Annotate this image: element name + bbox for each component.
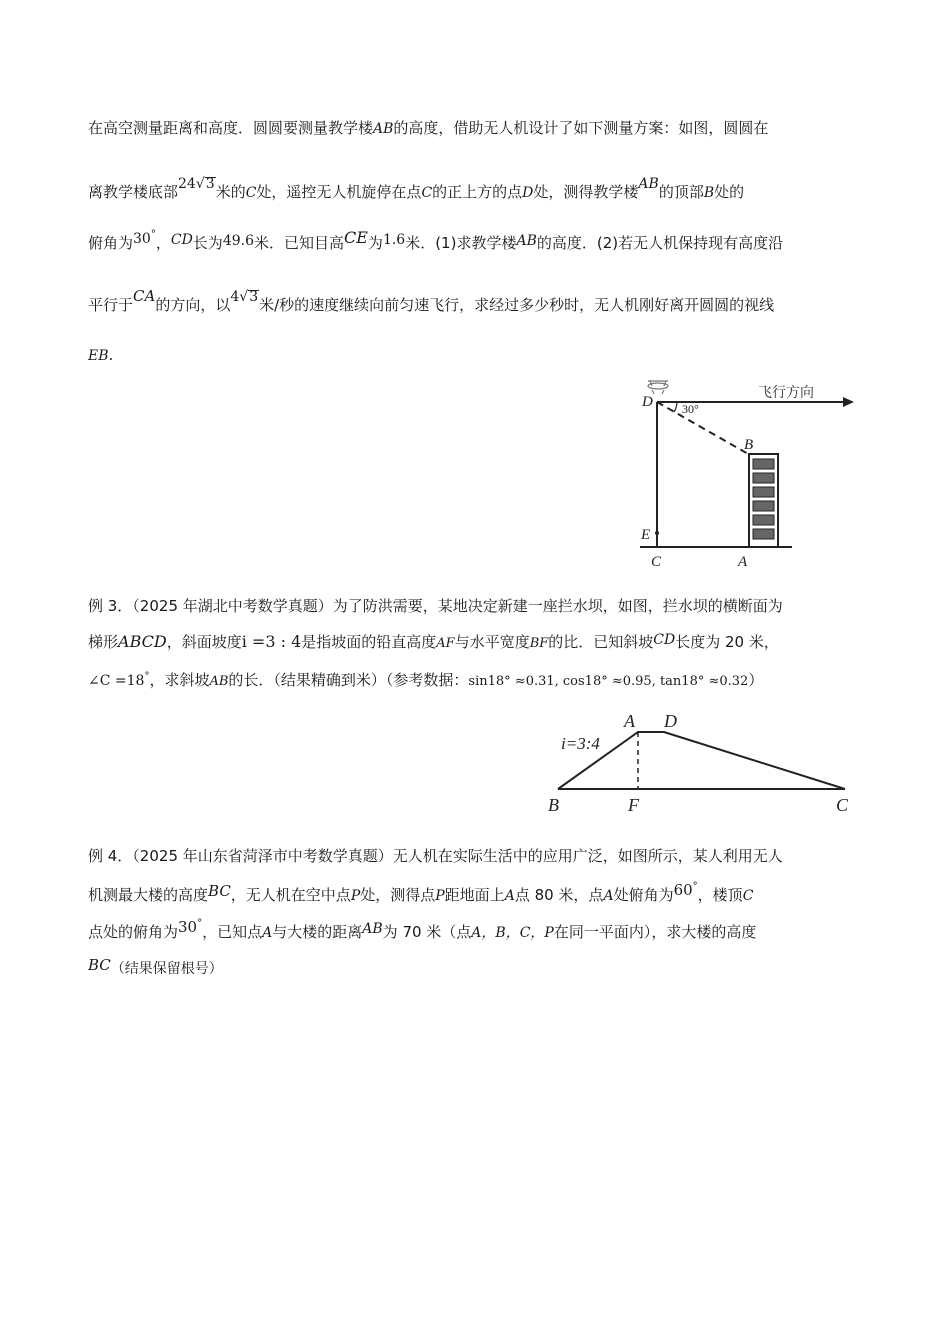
slope-ratio: i =3 : 4 <box>241 632 302 651</box>
ex2-line-2: 离教学楼底部24√3米的C处，遥控无人机旋停在点C的正上方的点D处，测得教学楼AB的顶部B处的 <box>88 176 745 201</box>
label-c: C <box>836 795 849 815</box>
label-c: C <box>651 554 662 570</box>
dam-trapezoid-figure <box>540 705 860 820</box>
angle-30-label: 30° <box>682 402 699 416</box>
building-ab <box>749 454 778 547</box>
drone-building-figure <box>630 375 870 575</box>
ex2-line-1: 在高空测量距离和高度．圆圆要测量教学楼AB的高度，借助无人机设计了如下测量方案：如图，圆圆在 <box>88 119 769 137</box>
ex4-line-3: 点处的俯角为30°，已知点A与大楼的距离AB为 70 米（点A，B，C，P在同一平面内），求大楼的高度 <box>88 918 757 941</box>
slope-label: i=3:4 <box>561 734 600 753</box>
label-f: F <box>628 795 639 815</box>
dam-outline <box>558 732 845 789</box>
label-e: E <box>641 527 651 543</box>
ex3-line-2: 梯形ABCD，斜面坡度i =3 : 4是指坡面的铅直高度AF与水平宽度BF的比．已知斜坡CD长度为 20 米， <box>88 632 779 651</box>
speed-value: 4√3 <box>230 289 259 305</box>
label-a: A <box>624 711 635 731</box>
label-b: B <box>744 437 754 453</box>
ex2-line-4: 平行于CA的方向，以4√3米/秒的速度继续向前匀速飞行，求经过多少秒时，无人机刚好离开圆圆的视线 <box>88 287 775 314</box>
ex4-line-2: 机测最大楼的高度BC，无人机在空中点P处，测得点P距地面上A点 80 米，点A处俯角为60°，楼顶C <box>88 881 754 904</box>
flight-direction-label: 飞行方向 <box>758 385 814 401</box>
ex2-line-5: EB. <box>88 346 114 364</box>
label-d: D <box>642 394 653 410</box>
label-a: A <box>738 554 748 570</box>
point-e <box>655 531 659 535</box>
reference-data: sin18° ≈0.31, cos18° ≈0.95, tan18° ≈0.32 <box>468 674 749 689</box>
ex4-line-1: 例 4．（2025 年山东省菏泽市中考数学真题）无人机在实际生活中的应用广泛，如图所示，某人利用无人 <box>88 847 783 865</box>
drone-icon <box>648 381 668 394</box>
ex3-line-3: ∠C =18°，求斜坡AB的长．（结果精确到米）（参考数据：sin18° ≈0.31, cos18° ≈0.95, tan18° ≈0.32） <box>88 671 764 689</box>
label-d: D <box>664 711 677 731</box>
arrow-head-icon <box>843 397 854 407</box>
var-ab: AB <box>373 121 394 137</box>
sightline-db <box>657 402 750 455</box>
ex2-line-3: 俯角为30°，CD长为49.6米．已知目高CE为1.6米．(1)求教学楼AB的高度．(2)若无人机保持现有高度沿 <box>88 228 784 252</box>
label-b: B <box>548 795 559 815</box>
angle-arc <box>674 402 677 412</box>
ex4-line-4: BC（结果保留根号） <box>88 956 223 977</box>
ex3-line-1: 例 3．（2025 年湖北中考数学真题）为了防洪需要，某地决定新建一座拦水坝，如图，拦水坝的横断面为 <box>88 597 783 615</box>
distance-value: 24√3 <box>178 176 215 192</box>
angle-c: ∠C =18° <box>88 671 150 689</box>
